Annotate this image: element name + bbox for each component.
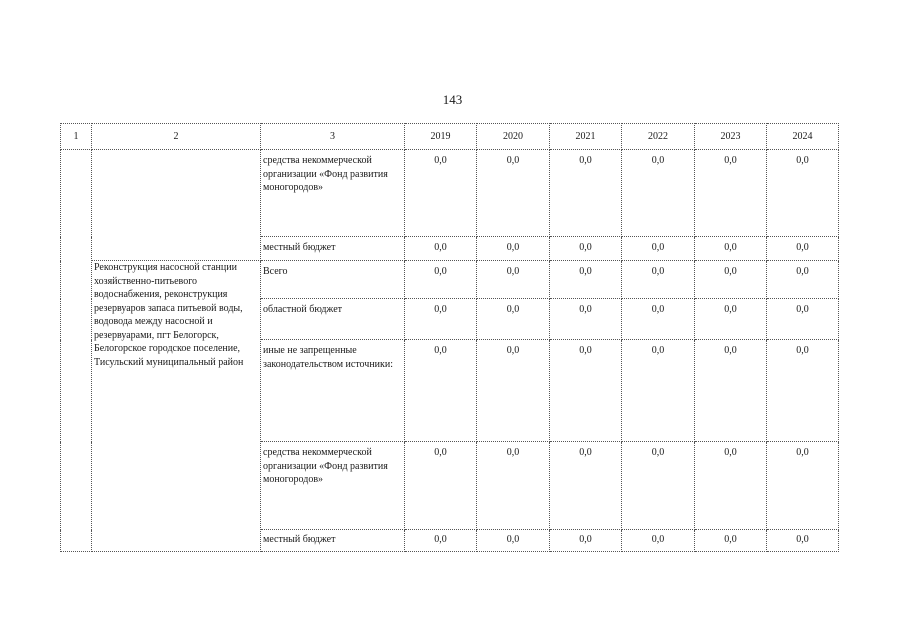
value-cell: 0,0 — [477, 530, 550, 552]
value-cell: 0,0 — [550, 237, 622, 261]
header-cell: 3 — [261, 124, 405, 150]
value-cell: 0,0 — [550, 150, 622, 237]
value-cell: 0,0 — [550, 299, 622, 340]
header-cell: 2022 — [622, 124, 695, 150]
value-cell: 0,0 — [622, 530, 695, 552]
value-cell: 0,0 — [405, 442, 477, 530]
value-cell: 0,0 — [405, 237, 477, 261]
value-cell: 0,0 — [477, 340, 550, 442]
source-cell: областной бюджет — [261, 299, 405, 340]
index-cell — [61, 150, 92, 552]
value-cell: 0,0 — [405, 530, 477, 552]
value-cell: 0,0 — [695, 442, 767, 530]
value-cell: 0,0 — [622, 237, 695, 261]
header-cell: 2023 — [695, 124, 767, 150]
source-cell: Всего — [261, 261, 405, 299]
value-cell: 0,0 — [767, 237, 839, 261]
page-number: 143 — [442, 92, 463, 107]
source-cell: иные не запрещенные законодательством источники: — [261, 340, 405, 442]
value-cell: 0,0 — [767, 442, 839, 530]
value-cell: 0,0 — [695, 237, 767, 261]
header-cell: 2019 — [405, 124, 477, 150]
object-cell — [92, 150, 261, 261]
value-cell: 0,0 — [550, 340, 622, 442]
value-cell: 0,0 — [405, 340, 477, 442]
value-cell: 0,0 — [477, 237, 550, 261]
header-row — [61, 124, 839, 150]
value-cell: 0,0 — [695, 340, 767, 442]
value-cell: 0,0 — [695, 530, 767, 552]
source-cell: средства некоммерческой организации «Фонд развития моногородов» — [261, 442, 405, 530]
value-cell: 0,0 — [622, 299, 695, 340]
source-cell: местный бюджет — [261, 237, 405, 261]
value-cell: 0,0 — [550, 442, 622, 530]
value-cell: 0,0 — [767, 150, 839, 237]
value-cell: 0,0 — [405, 299, 477, 340]
header-cell: 2 — [92, 124, 261, 150]
source-cell: местный бюджет — [261, 530, 405, 552]
budget-table — [60, 123, 839, 552]
value-cell: 0,0 — [405, 150, 477, 237]
value-cell: 0,0 — [767, 261, 839, 299]
value-cell: 0,0 — [477, 150, 550, 237]
value-cell: 0,0 — [622, 340, 695, 442]
value-cell: 0,0 — [767, 530, 839, 552]
value-cell: 0,0 — [550, 530, 622, 552]
value-cell: 0,0 — [477, 261, 550, 299]
value-cell: 0,0 — [695, 261, 767, 299]
value-cell: 0,0 — [767, 299, 839, 340]
header-cell: 2021 — [550, 124, 622, 150]
value-cell: 0,0 — [695, 299, 767, 340]
value-cell: 0,0 — [622, 442, 695, 530]
value-cell: 0,0 — [477, 442, 550, 530]
value-cell: 0,0 — [477, 299, 550, 340]
value-cell: 0,0 — [767, 340, 839, 442]
header-cell: 2024 — [767, 124, 839, 150]
header-cell: 2020 — [477, 124, 550, 150]
value-cell: 0,0 — [622, 150, 695, 237]
value-cell: 0,0 — [405, 261, 477, 299]
table-row — [61, 150, 839, 237]
source-cell: средства некоммерческой организации «Фонд развития моногородов» — [261, 150, 405, 237]
header-cell: 1 — [61, 124, 92, 150]
value-cell: 0,0 — [695, 150, 767, 237]
object-cell: Реконструкция насосной станции хозяйственно-питьевого водоснабжения, реконструкция резервуаров запаса питьевой воды, водовода между насосной и резервуарами, пгт Белогорск, Белогорское городское поселение, Тисульский муниципальный район — [92, 261, 261, 552]
value-cell: 0,0 — [550, 261, 622, 299]
value-cell: 0,0 — [622, 261, 695, 299]
table-row — [61, 261, 839, 299]
